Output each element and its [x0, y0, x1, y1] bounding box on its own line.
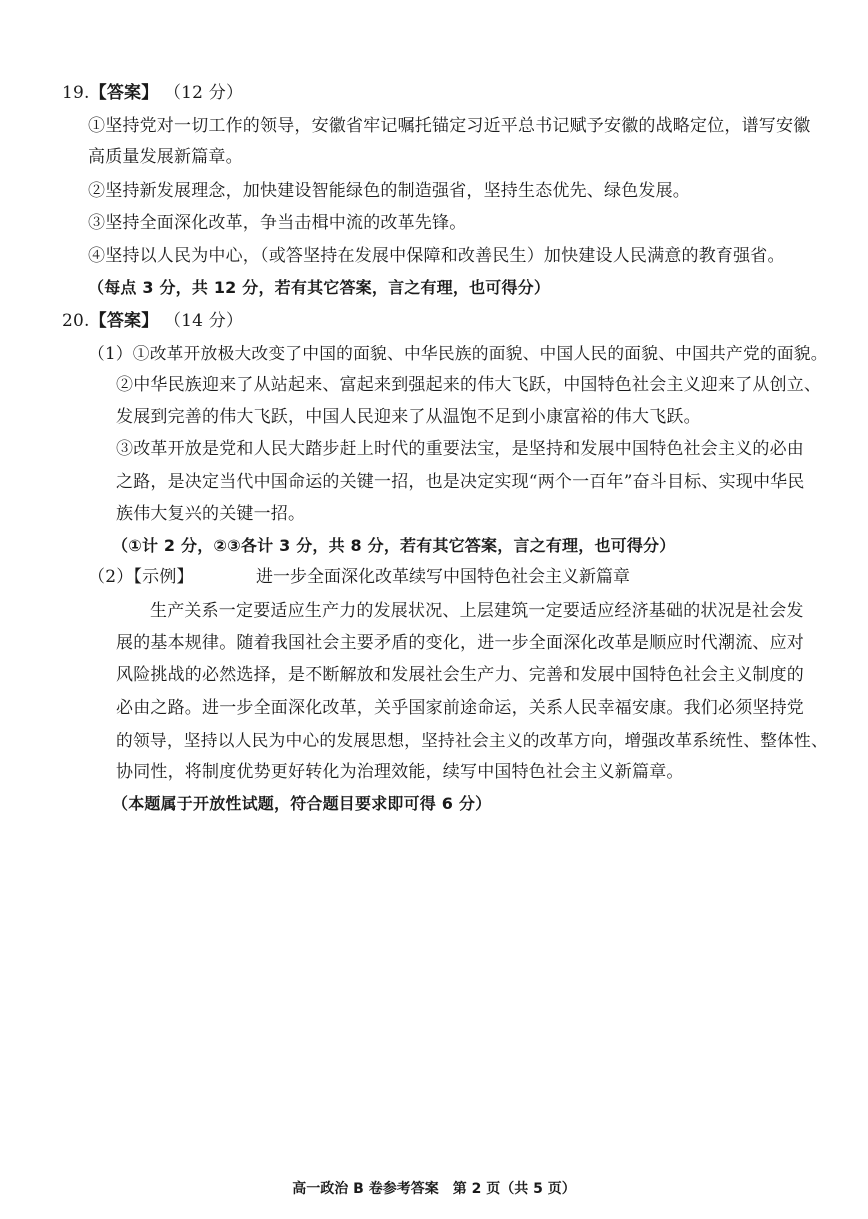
q19-scoring-note: （每点 3 分，共 12 分，若有其它答案，言之有理，也可得分） — [88, 278, 551, 297]
q19-number: 19. — [62, 83, 90, 103]
q20-number: 20. — [62, 311, 90, 331]
q20-header — [62, 310, 243, 332]
q19-line-2: 高质量发展新篇章。 — [88, 147, 243, 167]
q19-line-4: ③坚持全面深化改革，争当击楫中流的改革先锋。 — [88, 213, 467, 233]
q20-part2-line-5: 的领导，坚持以人民为中心的发展思想，坚持社会主义的改革方向，增强改革系统性、整体性、 — [116, 730, 828, 750]
q20-part2-line-6: 协同性，将制度优势更好转化为治理效能，续写中国特色社会主义新篇章。 — [116, 762, 684, 782]
q20-part2-line-4: 必由之路。进一步全面深化改革，关乎国家前途命运，关系人民幸福安康。我们必须坚持党 — [116, 698, 804, 718]
q20-part2-scoring-note: （本题属于开放性试题，符合题目要求即可得 6 分） — [112, 794, 492, 813]
q20-part1-line-2: ②中华民族迎来了从站起来、富起来到强起来的伟大飞跃，中国特色社会主义迎来了从创立、 — [116, 375, 822, 395]
q19-line-3: ②坚持新发展理念，加快建设智能绿色的制造强省，坚持生态优先、绿色发展。 — [88, 181, 690, 201]
q19-line-5: ④坚持以人民为中心，（或答坚持在发展中保障和改善民生）加快建设人民满意的教育强省。 — [88, 246, 785, 266]
q20-part2-line-2: 展的基本规律。随着我国社会主要矛盾的变化，进一步全面深化改革是顺应时代潮流、应对 — [116, 633, 804, 653]
q19-score: （12 分） — [172, 83, 244, 103]
q20-part2-line-3: 风险挑战的必然选择，是不断解放和发展社会生产力、完善和发展中国特色社会主义制度的 — [116, 665, 804, 685]
q20-part1-line-5: 之路，是决定当代中国命运的关键一招，也是决定实现“两个一百年”奋斗目标、实现中华民 — [116, 472, 805, 492]
q19-line-1: ①坚持党对一切工作的领导，安徽省牢记嘱托锚定习近平总书记赋予安徽的战略定位，谱写安徽 — [88, 116, 811, 136]
page-footer: 高一政治 B 卷参考答案 第 2 页（共 5 页） — [292, 1181, 576, 1197]
q19-answer-label: 【答案】 — [89, 83, 159, 103]
q20-part1-line-3: 发展到完善的伟大飞跃，中国人民迎来了从温饱不足到小康富裕的伟大飞跃。 — [116, 407, 701, 427]
q20-part1-line-6: 族伟大复兴的关键一招。 — [116, 504, 306, 524]
q20-answer-label: 【答案】 — [89, 311, 159, 331]
q20-score: （14 分） — [172, 311, 244, 331]
q19-header — [62, 82, 243, 104]
q20-part2-line-1: 生产关系一定要适应生产力的发展状况、上层建筑一定要适应经济基础的状况是社会发 — [150, 601, 804, 621]
q20-part1-line-4: ③改革开放是党和人民大踏步赶上时代的重要法宝，是坚持和发展中国特色社会主义的必由 — [116, 439, 804, 459]
q20-part2-essay-title: 进一步全面深化改革续写中国特色社会主义新篇章 — [256, 567, 630, 587]
q20-part2-prefix: （2）【示例】 — [88, 567, 194, 587]
q20-part1-line-1: （1）①改革开放极大改变了中国的面貌、中华民族的面貌、中国人民的面貌、中国共产党的面貌。 — [88, 343, 828, 363]
q20-part1-scoring-note: （①计 2 分，②③各计 3 分，共 8 分，若有其它答案，言之有理，也可得分） — [112, 536, 676, 555]
